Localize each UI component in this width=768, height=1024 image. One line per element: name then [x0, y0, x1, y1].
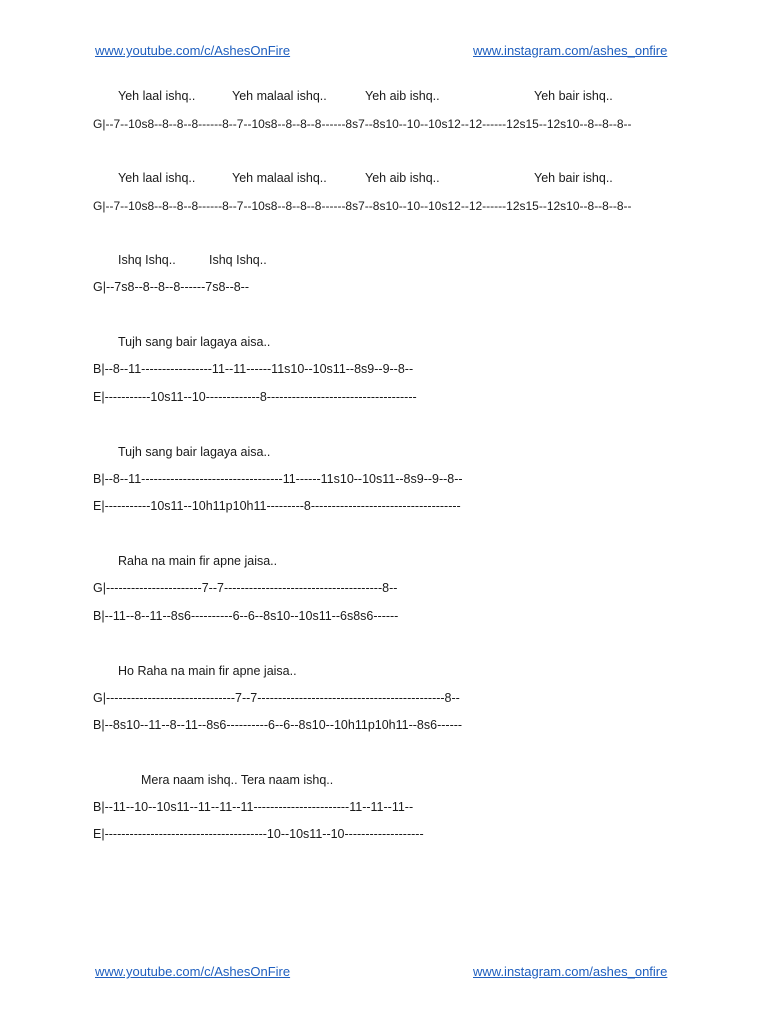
- lyric-line: Ishq Ishq..: [118, 253, 176, 267]
- tab-line: B|--8s10--11--8--11--8s6----------6--6--8s10--10h11p10h11--8s6------: [93, 718, 463, 732]
- tab-line: B|--11--8--11--8s6----------6--6--8s10--10s11--6s8s6------: [93, 609, 399, 623]
- lyric-line: Yeh malaal ishq..: [232, 89, 327, 103]
- lyric-line: Raha na main fir apne jaisa..: [118, 554, 278, 568]
- tab-line: B|--8--11-----------------11--11------11s10--10s11--8s9--9--8--: [93, 362, 414, 376]
- tab-line: E|-----------10s11--10-------------8------------------------------------: [93, 390, 417, 404]
- lyric-line: Yeh aib ishq..: [365, 171, 440, 185]
- lyric-line: Yeh bair ishq..: [534, 171, 613, 185]
- footer-instagram-link[interactable]: www.instagram.com/ashes_onfire: [473, 964, 668, 979]
- lyric-line: Yeh bair ishq..: [534, 89, 613, 103]
- tab-line: G|--7s8--8--8--8------7s8--8--: [93, 280, 250, 294]
- lyric-line: Yeh malaal ishq..: [232, 171, 327, 185]
- footer-youtube-link[interactable]: www.youtube.com/c/AshesOnFire: [95, 964, 291, 979]
- header-instagram-link[interactable]: www.instagram.com/ashes_onfire: [473, 43, 668, 58]
- tab-line: G|--7--10s8--8--8--8------8--7--10s8--8--8--8------8s7--8s10--10--10s12--12------12s15--12s10--8--8--8--: [93, 199, 632, 213]
- lyric-line: Tujh sang bair lagaya aisa..: [118, 445, 271, 459]
- tab-line: G|-----------------------7--7--------------------------------------8--: [93, 581, 398, 595]
- lyric-line: Yeh laal ishq..: [118, 89, 196, 103]
- lyric-line: Tujh sang bair lagaya aisa..: [118, 335, 271, 349]
- lyric-line: Ho Raha na main fir apne jaisa..: [118, 664, 297, 678]
- lyric-line: Yeh laal ishq..: [118, 171, 196, 185]
- tab-line: B|--11--10--10s11--11--11--11-----------------------11--11--11--: [93, 800, 414, 814]
- header-youtube-link[interactable]: www.youtube.com/c/AshesOnFire: [95, 43, 291, 58]
- tab-line: E|---------------------------------------10--10s11--10-------------------: [93, 827, 424, 841]
- tab-line: G|-------------------------------7--7---------------------------------------------8--: [93, 691, 460, 705]
- lyric-line: Mera naam ishq.. Tera naam ishq..: [141, 773, 334, 787]
- tab-line: B|--8--11----------------------------------11------11s10--10s11--8s9--9--8--: [93, 472, 463, 486]
- tab-line: G|--7--10s8--8--8--8------8--7--10s8--8--8--8------8s7--8s10--10--10s12--12------12s15--12s10--8--8--8--: [93, 117, 632, 131]
- lyric-line: Yeh aib ishq..: [365, 89, 440, 103]
- tab-line: E|-----------10s11--10h11p10h11---------8------------------------------------: [93, 499, 461, 513]
- lyric-line: Ishq Ishq..: [209, 253, 267, 267]
